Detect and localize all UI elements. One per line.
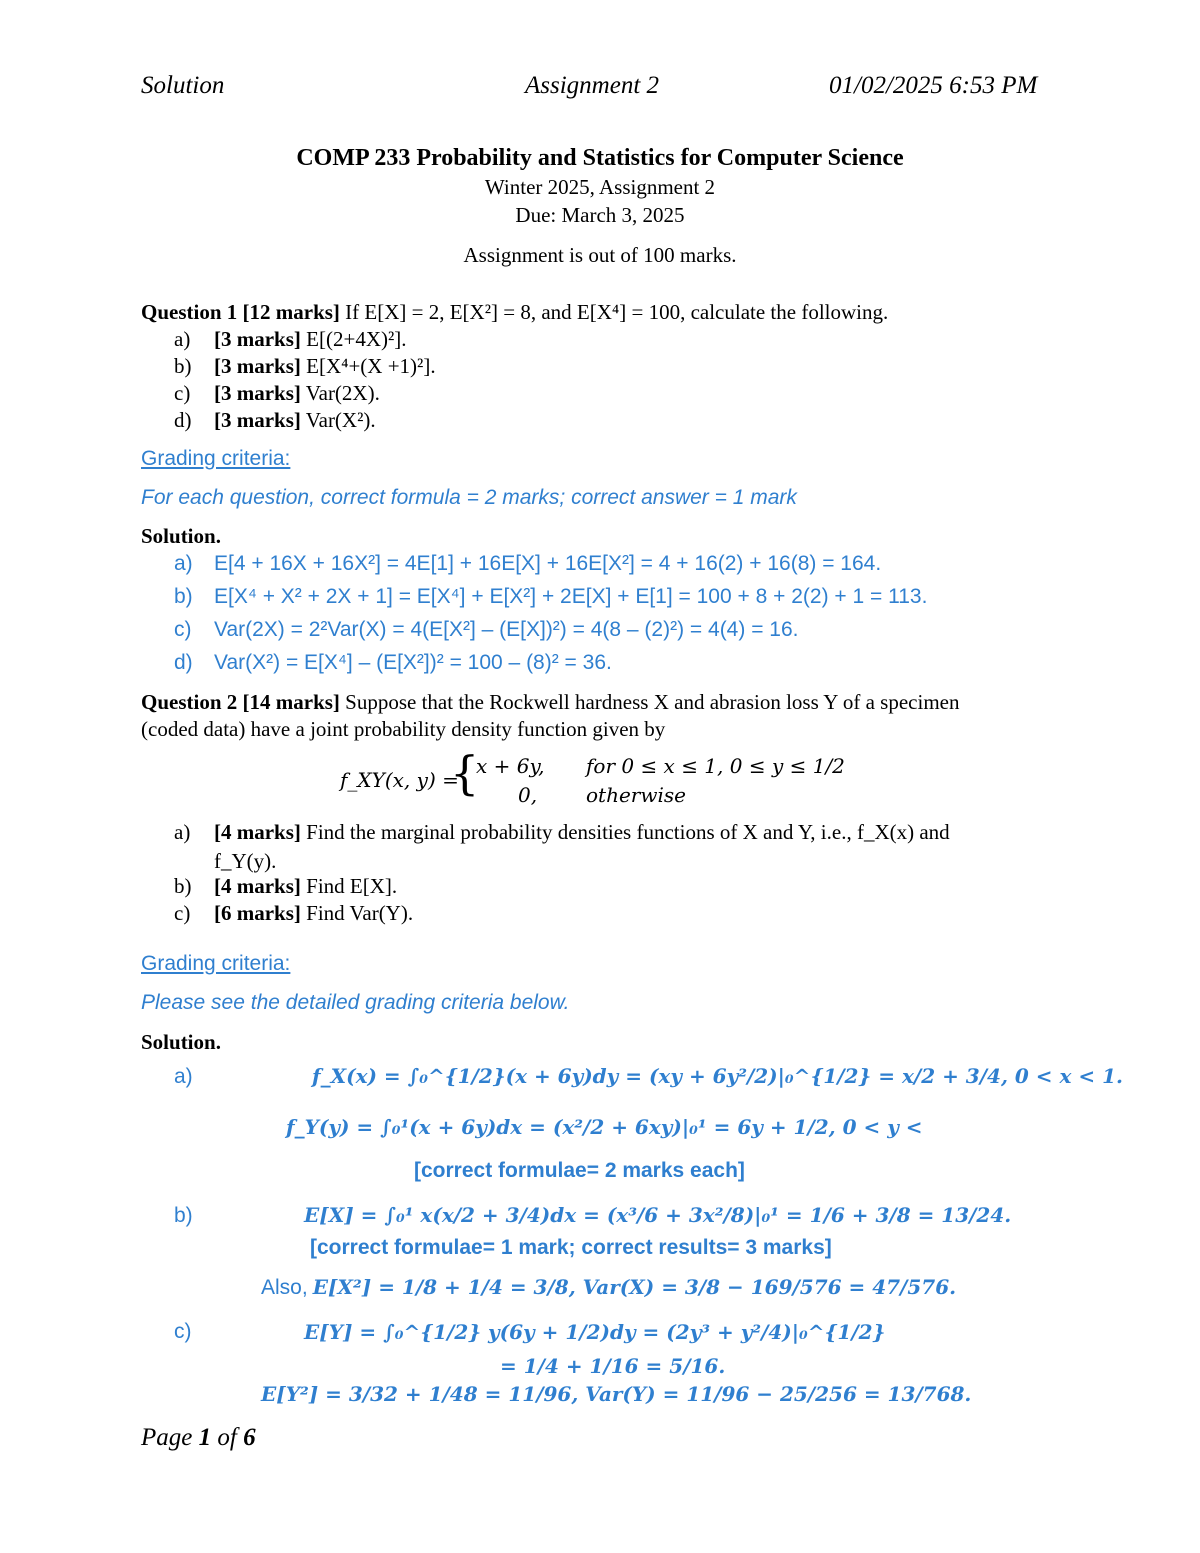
q2-sol-a-fx: f_X(x) = ∫₀^{1/2}(x + 6y)dy = (xy + 6y²/2)|₀^{1/2} = x/2 + 3/4, 0 < x < 1. [312, 1064, 1123, 1088]
q2-item-a-cont: f_Y(y). [214, 849, 277, 873]
q2-sol-b-also: Also, E[X²] = 1/8 + 1/4 = 3/8, Var(X) = 3/8 − 169/576 = 47/576. [261, 1275, 957, 1299]
page-footer: Page 1 of 6 [141, 1424, 256, 1451]
q1-item-a: a) [3 marks] E[(2+4X)²]. [174, 327, 407, 351]
current-page: 1 [198, 1424, 212, 1451]
header-left: Solution [141, 72, 225, 99]
q2-item-a: a) [4 marks] Find the marginal probability densities functions of X and Y, i.e., f_X(x) and [174, 820, 950, 844]
q1-item-d: d) [3 marks] Var(X²). [174, 408, 376, 432]
q1-label: Question 1 [141, 300, 238, 324]
q2-marks: [14 marks] [242, 690, 340, 714]
total-pages: 6 [243, 1424, 256, 1451]
pdf-case2-expr: 0, [518, 783, 538, 807]
q1-answer-a: a) E[4 + 16X + 16X²] = 4E[1] + 16E[X] + 16E[X²] = 4 + 16(2) + 16(8) = 164. [174, 552, 882, 575]
q2-statement [141, 690, 959, 715]
q1-text: If E[X] = 2, E[X²] = 8, and E[X⁴] = 100, calculate the following. [345, 300, 889, 324]
q1-answer-c: c) Var(2X) = 2²Var(X) = 4(E[X²] – (E[X])²) = 4(8 – (2)²) = 4(4) = 16. [174, 618, 799, 641]
q2-sol-b-note: [correct formulae= 1 mark; correct results= 3 marks] [310, 1236, 832, 1259]
due-line: Due: March 3, 2025 [515, 203, 685, 227]
q2-label: Question 2 [141, 690, 238, 714]
pdf-brace: { [450, 746, 480, 800]
q2-sol-c-vary: E[Y²] = 3/32 + 1/48 = 11/96, Var(Y) = 11/96 − 25/256 = 13/768. [261, 1382, 972, 1406]
pdf-lhs: f_XY(x, y) = [340, 768, 459, 792]
course-title: COMP 233 Probability and Statistics for Computer Science [296, 145, 904, 171]
q1-statement [141, 300, 888, 325]
pdf-case1-cond: for 0 ≤ x ≤ 1, 0 ≤ y ≤ 1/2 [586, 754, 845, 778]
q2-solution-label: Solution. [141, 1030, 221, 1054]
q2-sol-c-label: c) [174, 1320, 192, 1343]
q1-item-c: c) [3 marks] Var(2X). [174, 381, 380, 405]
q1-solution-label: Solution. [141, 524, 221, 548]
header-right: 01/02/2025 6:53 PM [829, 72, 1038, 99]
q2-text-line1: Suppose that the Rockwell hardness X and abrasion loss Y of a specimen [345, 690, 960, 714]
q1-answer-b: b) E[X⁴ + X² + 2X + 1] = E[X⁴] + E[X²] + 2E[X] + E[1] = 100 + 8 + 2(2) + 1 = 113. [174, 585, 928, 608]
q2-grading-text: Please see the detailed grading criteria below. [141, 991, 570, 1014]
q1-answer-d: d) Var(X²) = E[X⁴] – (E[X²])² = 100 – (8)² = 36. [174, 651, 612, 674]
q2-sol-b-ex: E[X] = ∫₀¹ x(x/2 + 3/4)dx = (x³/6 + 3x²/8)|₀¹ = 1/6 + 3/8 = 13/24. [304, 1203, 1012, 1227]
term-line: Winter 2025, Assignment 2 [484, 175, 716, 199]
q1-item-b: b) [3 marks] E[X⁴+(X +1)²]. [174, 354, 436, 378]
q2-item-c: c) [6 marks] Find Var(Y). [174, 901, 414, 925]
pdf-case2-cond: otherwise [586, 783, 686, 807]
header-center: Assignment 2 [525, 72, 660, 99]
q2-sol-c-ey-result: = 1/4 + 1/16 = 5/16. [500, 1354, 726, 1378]
total-marks-line: Assignment is out of 100 marks. [463, 243, 737, 267]
q2-sol-c-ey: E[Y] = ∫₀^{1/2} y(6y + 1/2)dy = (2y³ + y²/4)|₀^{1/2} [304, 1320, 886, 1344]
q1-grading-text: For each question, correct formula = 2 marks; correct answer = 1 mark [141, 486, 797, 509]
q2-sol-a-note: [correct formulae= 2 marks each] [414, 1159, 745, 1182]
q1-marks: [12 marks] [242, 300, 340, 324]
q2-grading-heading: Grading criteria: [141, 952, 291, 975]
q2-sol-b-label: b) [174, 1204, 193, 1227]
pdf-case1-expr: x + 6y, [476, 754, 545, 778]
q2-text-line2: (coded data) have a joint probability density function given by [141, 717, 666, 741]
q2-sol-a-fy: f_Y(y) = ∫₀¹(x + 6y)dx = (x²/2 + 6xy)|₀¹ = 6y + 1/2, 0 < y < [286, 1115, 923, 1139]
q1-grading-heading: Grading criteria: [141, 447, 291, 470]
q2-item-b: b) [4 marks] Find E[X]. [174, 874, 398, 898]
q2-sol-a-label: a) [174, 1065, 193, 1088]
